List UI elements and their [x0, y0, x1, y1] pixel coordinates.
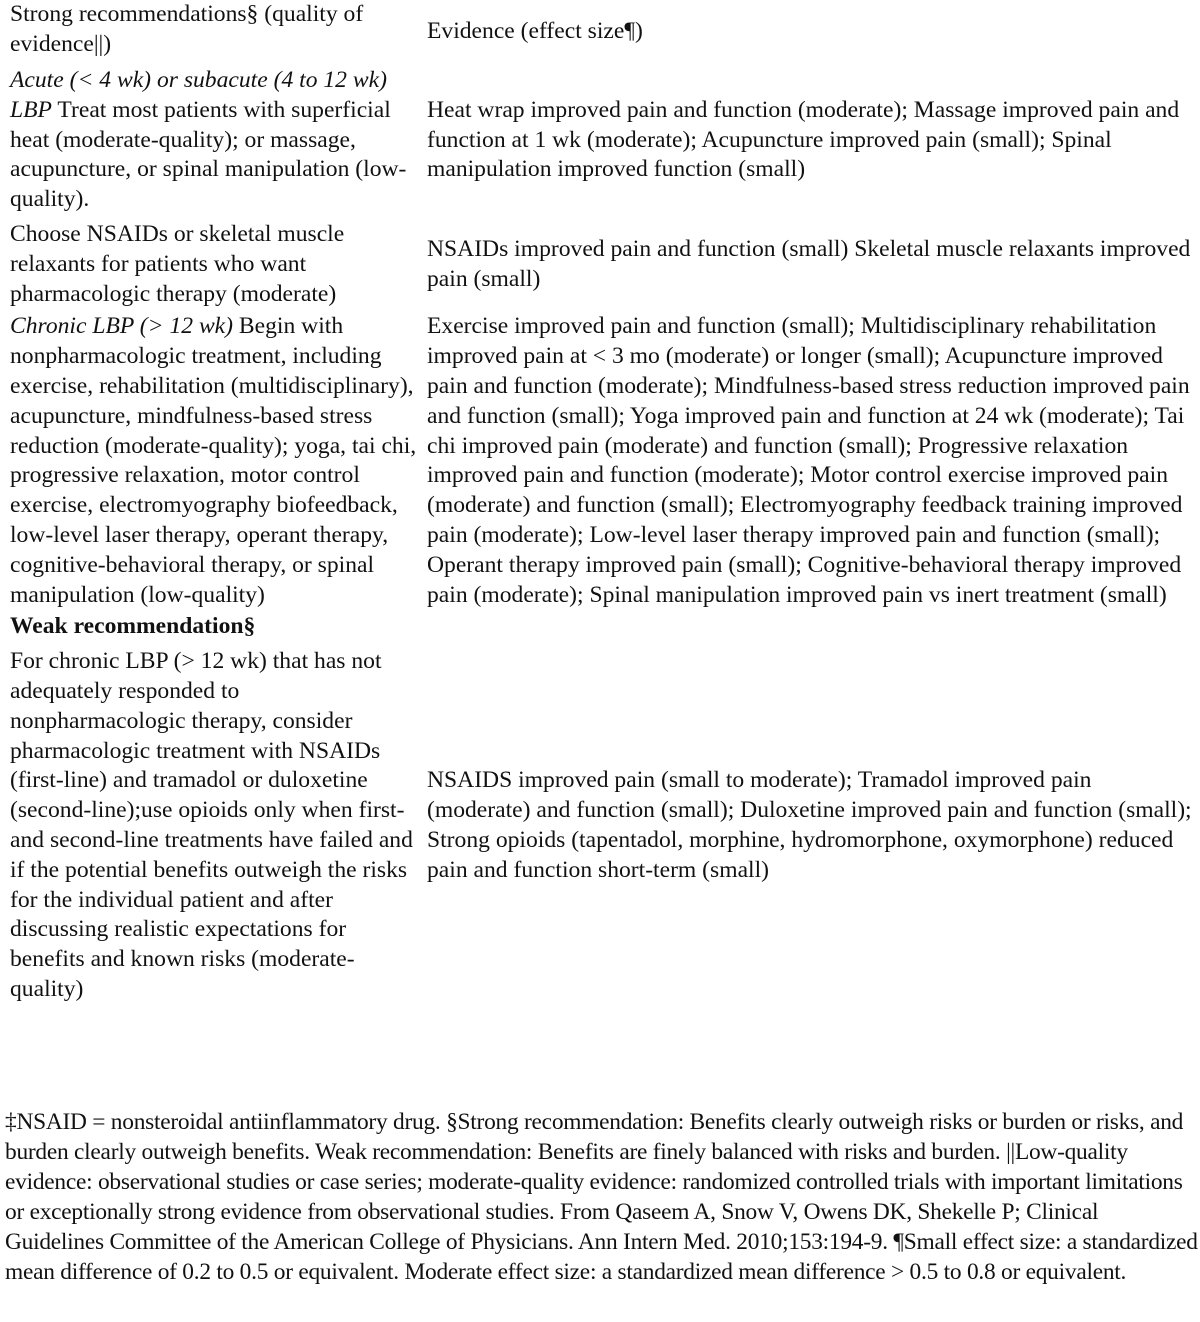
- recommendation-text: Treat most patients with superficial heat (moderate-quality); or massage, acupuncture, or spinal manipulation (low-quality).: [10, 96, 407, 213]
- evidence-cell: NSAIDS improved pain (small to moderate); Tramadol improved pain (moderate) and function (small); Duloxetine improved pain and function (small); Strong opioids (tapentadol, morphine, hydromorphone, oxymorphone) reduced pain and function short-term (small): [427, 767, 1192, 883]
- recommendation-cell: [10, 66, 418, 215]
- weak-heading-row: [10, 612, 1200, 642]
- table-row: [10, 66, 1200, 215]
- table-row: [10, 312, 1200, 610]
- table-row: [10, 220, 1200, 309]
- header-recommendation: Strong recommendations§ (quality of evidence||): [10, 1, 364, 57]
- recommendation-cell: [10, 312, 418, 610]
- recommendations-table: [10, 0, 1200, 1005]
- recommendation-cell: For chronic LBP (> 12 wk) that has not adequately responded to nonpharmacologic therapy, consider pharmacologic treatment with NSAIDs (first-line) and tramadol or duloxetine (second-line);use opioids only when first- and second-line treatments have failed and if the potential benefits outweigh the risks for the individual patient and after discussing realistic expectations for benefits and known risks (moderate-quality): [10, 648, 413, 1002]
- recommendation-text: Begin with nonpharmacologic treatment, including exercise, rehabilitation (multidisciplinary), acupuncture, mindfulness-based stress reduction (moderate-quality); yoga, tai chi, progressive relaxation, motor control exercise, electromyography biofeedback, low-level laser therapy, operant therapy, cognitive-behavioral therapy, or spinal manipulation (low-quality): [10, 313, 417, 608]
- table-row: [10, 647, 1200, 1005]
- evidence-cell: NSAIDs improved pain and function (small) Skeletal muscle relaxants improved pain (small): [427, 235, 1191, 292]
- header-evidence: Evidence (effect size¶): [427, 18, 643, 45]
- table-footnote: ‡NSAID = nonsteroidal antiinflammatory drug. §Strong recommendation: Benefits clearly outweigh risks or burden or risks, and burden clearly outweigh benefits. Weak recommendation: Benefits are finely balanced with risks and burden. ||Low-quality evidence: observational studies or case series; moderate-quality evidence: randomized controlled trials with important limitations or exceptionally strong evidence from observational studies. From Qaseem A, Snow V, Owens DK, Shekelle P; Clinical Guidelines Committee of the American College of Physicians. Ann Intern Med. 2010;153:194-9. ¶Small effect size: a standardized mean difference of 0.2 to 0.5 or equivalent. Moderate effect size: a standardized mean difference > 0.5 to 0.8 or equivalent.: [5, 1109, 1198, 1285]
- table-header-row: [10, 0, 1200, 64]
- recommendation-cell: Choose NSAIDs or skeletal muscle relaxants for patients who want pharmacologic therapy (moderate): [10, 220, 345, 307]
- condition-label: Chronic LBP (> 12 wk): [10, 313, 234, 340]
- evidence-cell: Heat wrap improved pain and function (moderate); Massage improved pain and function at 1 wk (moderate); Acupuncture improved pain (small); Spinal manipulation improved function (small): [427, 96, 1180, 183]
- weak-recommendation-heading: Weak recommendation§: [10, 613, 256, 640]
- evidence-cell: Exercise improved pain and function (small); Multidisciplinary rehabilitation improved pain at < 3 mo (moderate) or longer (small); Acupuncture improved pain and function (moderate); Mindfulness-based stress reduction improved pain and function (small); Yoga improved pain and function at 24 wk (moderate); Tai chi improved pain (moderate) and function (small); Progressive relaxation improved pain and function (moderate); Motor control exercise improved pain (moderate) and function (small); Electromyography feedback training improved pain (moderate); Low-level laser therapy improved pain and function (small); Operant therapy improved pain (small); Cognitive-behavioral therapy improved pain (moderate); Spinal manipulation improved pain vs inert treatment (small): [427, 313, 1190, 608]
- condition-label: Acute (< 4 wk) or subacute (4 to 12 wk) LBP: [10, 67, 387, 123]
